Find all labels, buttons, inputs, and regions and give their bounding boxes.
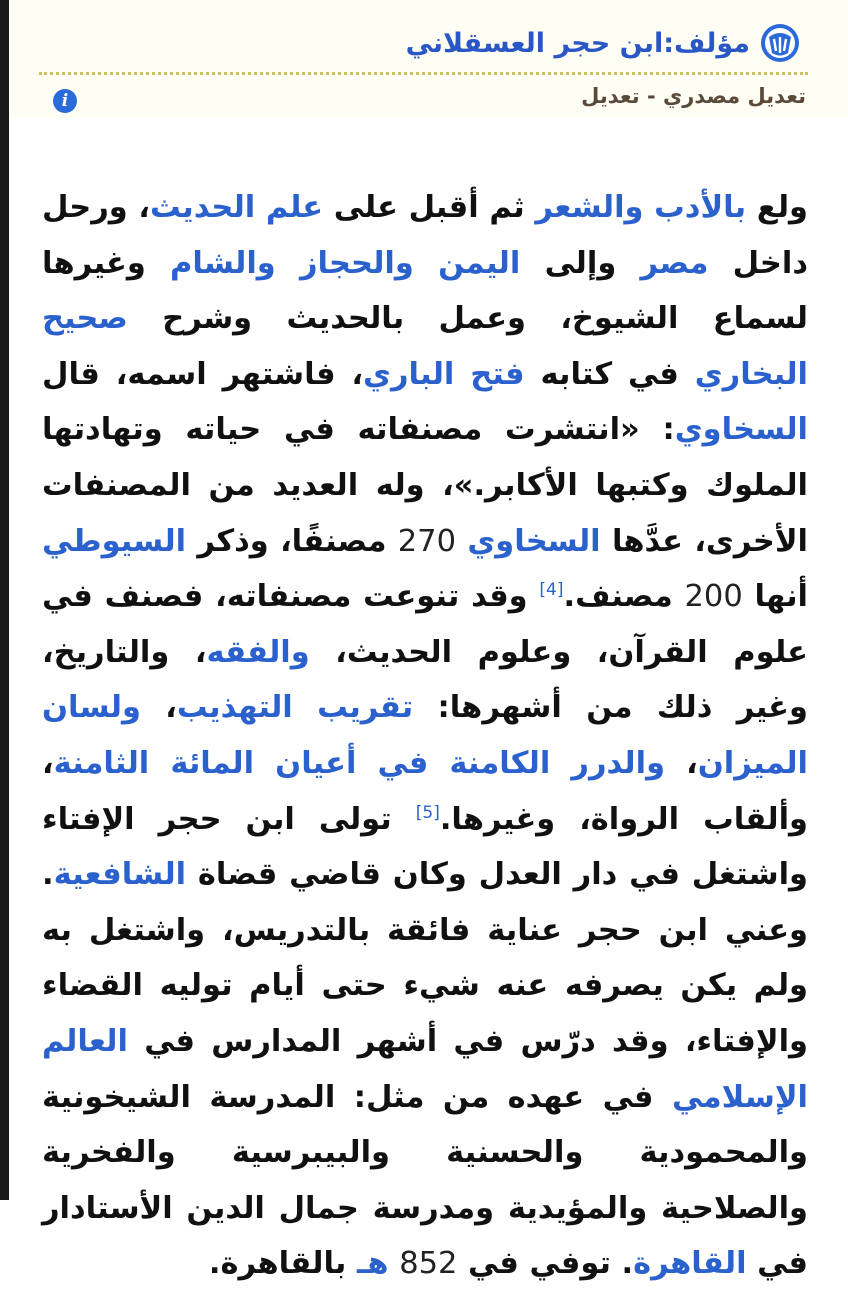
citation-reference[interactable]: [4] <box>539 580 564 600</box>
article-text: ، فاشتهر اسمه، قال <box>42 356 364 392</box>
header-divider <box>39 72 808 75</box>
article-link[interactable]: الشافعية <box>53 857 187 893</box>
page-header <box>9 0 848 118</box>
article-text: مصنفًا، وذكر <box>186 523 398 559</box>
article-link[interactable]: السخاوي <box>674 412 808 448</box>
article-link[interactable]: اليمن <box>438 245 521 281</box>
article-link[interactable]: مصر <box>640 245 709 281</box>
author-title-row <box>406 20 800 66</box>
article-link[interactable]: فتح الباري <box>363 356 525 392</box>
article-link[interactable]: علم الحديث <box>149 190 324 225</box>
wikisource-icon[interactable] <box>760 23 800 63</box>
article-text: ثم أقبل على <box>323 190 536 225</box>
article-text: مصنف. <box>563 579 685 615</box>
article-text: ، <box>665 745 698 781</box>
article-link[interactable]: والحجاز <box>300 245 414 281</box>
article-number: 270 <box>397 523 456 559</box>
article-text: وغيرها لسماع الشيوخ، وعمل بالحديث وشرح <box>42 245 808 337</box>
article-body <box>42 180 808 1292</box>
article-link[interactable]: ولسان الميزان <box>42 690 808 781</box>
article-link[interactable]: والفقه <box>206 634 310 670</box>
article-text <box>456 524 467 559</box>
article-text: ، والتاريخ، وغير ذلك من أشهرها: <box>42 634 808 726</box>
article-text: ولع <box>746 190 808 225</box>
article-text: وإلى <box>520 245 641 281</box>
edit-source-link[interactable]: تعديل مصدري <box>663 84 806 108</box>
article-text: ، ورحل داخل <box>42 190 808 281</box>
article-number: 200 <box>684 579 743 615</box>
info-icon[interactable]: i <box>53 89 77 113</box>
article-link[interactable]: القاهرة <box>633 1246 747 1282</box>
article-link[interactable]: السخاوي <box>467 523 601 559</box>
article-text <box>414 246 438 281</box>
article-text: في كتابه <box>524 356 695 392</box>
article-text: تولى ابن حجر الإفتاء واشتغل في دار العدل وكان قاضي قضاة <box>42 801 808 893</box>
article-text <box>389 1246 400 1281</box>
article-link[interactable]: تقريب التهذيب <box>176 690 414 726</box>
edit-separator: - <box>646 84 656 108</box>
article-link[interactable]: العالم الإسلامي <box>42 1023 808 1115</box>
article-link[interactable]: صحيح البخاري <box>42 301 808 392</box>
article-text: . توفي في <box>457 1246 634 1282</box>
article-text: . وعني ابن حجر عناية فائقة بالتدريس، واشتغل به ولم يكن يصرفه عنه شيء حتى أيام توليه القضاء والإفتاء، وقد درّس في أشهر المدارس في <box>42 857 808 1059</box>
article-link[interactable]: السيوطي <box>42 523 187 559</box>
article-text <box>276 246 300 281</box>
article-text: : «انتشرت مصنفاته في حياته وتهادتها الملوك وكتبها الأكابر.»، وله العديد من المصنفات الأخرى، عدَّها <box>42 412 808 559</box>
article-number: 852 <box>399 1246 458 1282</box>
citation-reference[interactable]: [5] <box>415 802 440 823</box>
article-text: أنها <box>742 579 808 615</box>
edit-link[interactable]: تعديل <box>581 84 640 108</box>
article-link[interactable]: هـ <box>357 1246 389 1282</box>
article-text: في عهده من مثل: المدرسة الشيخونية والمحمودية والحسنية والبيبرسية والفخرية والصلاحية والمؤيدية ومدرسة جمال الدين الأستادار في <box>42 1079 808 1282</box>
article-text: ، وألقاب الرواة، وغيرها. <box>42 745 808 837</box>
article-link[interactable]: والشام <box>170 245 276 281</box>
edit-links <box>581 84 806 108</box>
article-link[interactable]: والدرر الكامنة في أعيان المائة الثامنة <box>53 745 666 781</box>
article-link[interactable]: بالأدب والشعر <box>535 190 747 225</box>
page-title: مؤلف:ابن حجر العسقلاني <box>405 27 750 59</box>
article-text: بالقاهرة. <box>208 1246 357 1282</box>
article-text: وقد تنوعت مصنفاته، فصنف في علوم القرآن، وعلوم الحديث، <box>42 579 808 670</box>
article-text: ، <box>140 690 177 726</box>
screen-edge <box>0 0 9 1200</box>
